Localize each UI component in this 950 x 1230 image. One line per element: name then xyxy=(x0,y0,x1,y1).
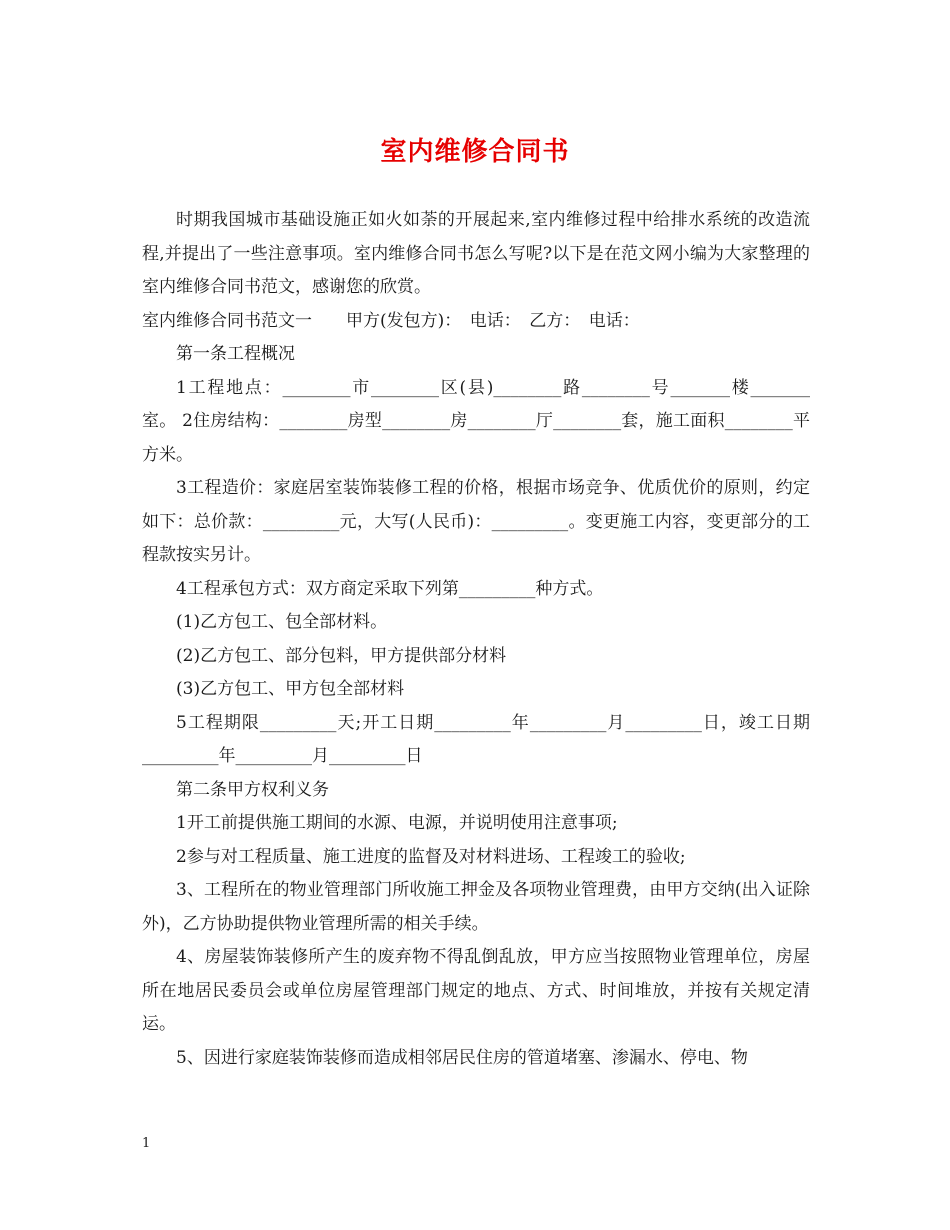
clause-paragraph: 4、房屋装饰装修所产生的废弃物不得乱倒乱放，甲方应当按照物业管理单位，房屋所在地居民委员会或单位房屋管理部门规定的地点、方式、时间堆放，并按有关规定清运。 xyxy=(142,947,810,1034)
contract-parties-line: 室内维修合同书范文一 甲方(发包方)： 电话： 乙方： 电话： xyxy=(142,310,640,331)
article-heading: 第二条甲方权利义务 xyxy=(176,779,329,800)
clause-paragraph: 5、因进行家庭装饰装修而造成相邻居民住房的管道堵塞、渗漏水、停电、物 xyxy=(176,1047,748,1068)
option-item: (3)乙方包工、甲方包全部材料 xyxy=(176,679,405,699)
option-item: (1)乙方包工、包全部材料。 xyxy=(176,612,388,632)
intro-paragraph: 时期我国城市基础设施正如火如荼的开展起来,室内维修过程中给排水系统的改造流程,并提出了一些注意事项。室内维修合同书怎么写呢?以下是在范文网小编为大家整理的室内维修合同书范文，感谢您的欣赏。 xyxy=(142,210,810,297)
document-title: 室内维修合同书 xyxy=(380,137,570,167)
clause-paragraph: 3、工程所在的物业管理部门所收施工押金及各项物业管理费，由甲方交纳(出入证除外)，乙方协助提供物业管理所需的相关手续。 xyxy=(142,880,810,934)
clause-paragraph: 3工程造价：家庭居室装饰装修工程的价格，根据市场竞争、优质优价的原则，约定如下：总价款：_________元，大写(人民币)：_________。变更施工内容，变更部分的工程款按实另计。 xyxy=(142,478,810,565)
clause-paragraph: 4工程承包方式：双方商定采取下列第_________种方式。 xyxy=(176,578,604,599)
option-item: (2)乙方包工、部分包料，甲方提供部分材料 xyxy=(176,645,507,666)
clause-paragraph: 1开工前提供施工期间的水源、电源，并说明使用注意事项; xyxy=(176,813,618,833)
clause-paragraph: 5工程期限_________天;开工日期_________年_________月_________日，竣工日期_________年_________月_________日 xyxy=(142,712,810,766)
clause-paragraph: 1工程地点：________市________区(县)________路________号_______楼_______室。 2住房结构：________房型________房________厅________套，施工面积________平方米。 xyxy=(142,377,810,465)
article-heading: 第一条工程概况 xyxy=(176,344,295,364)
document-body xyxy=(142,204,810,1075)
page-number: 1 xyxy=(142,1136,151,1151)
clause-paragraph: 2参与对工程质量、施工进度的监督及对材料进场、工程竣工的验收; xyxy=(176,846,686,867)
